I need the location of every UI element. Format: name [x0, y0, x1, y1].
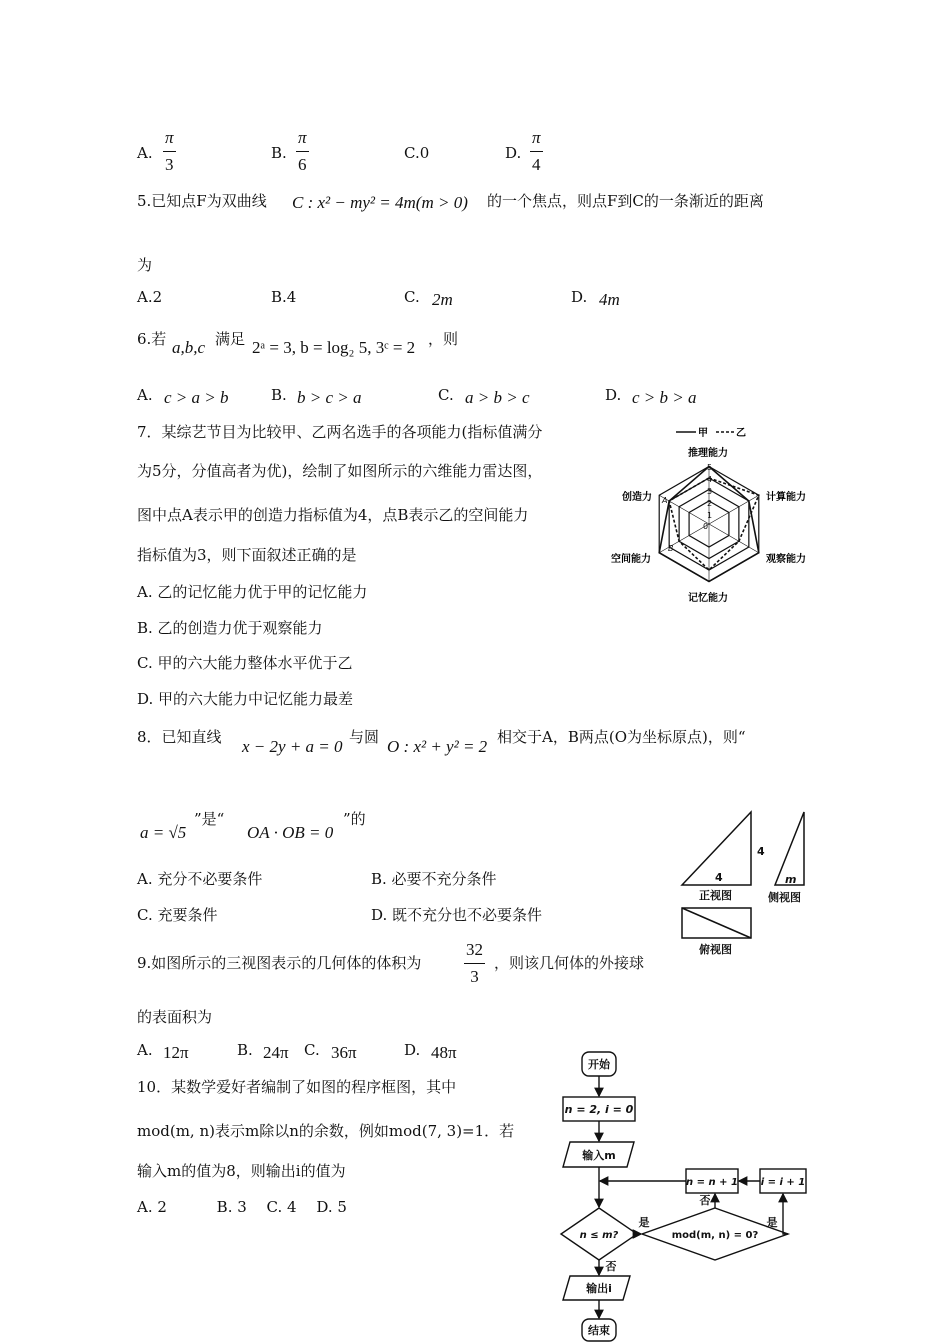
q6-option-b-label: B.	[271, 386, 287, 404]
radar-chart	[600, 420, 820, 610]
q6-formula: 2ᵃ = 3, b = log₂ 5, 3ᶜ = 2	[252, 338, 416, 357]
front-view-label: 正视图	[699, 889, 732, 902]
axis-label-creativity: 创造力	[622, 492, 652, 503]
q5-prefix: 5.已知点F为双曲线	[137, 192, 267, 210]
q4-option-d-fraction: π 4	[532, 128, 541, 174]
q7-option-b: B. 乙的创造力优于观察能力	[137, 619, 323, 637]
q6-vars: a,b,c	[172, 338, 206, 357]
q7-line-4: 指标值为3，则下面叙述正确的是	[137, 546, 357, 564]
q9-option-d-label: D.	[404, 1041, 421, 1059]
front-base-label: 4	[715, 871, 723, 884]
tick-3: 3	[707, 487, 713, 496]
axis-label-calculation: 计算能力	[766, 492, 806, 503]
q6-option-d-value: c > b > a	[632, 388, 697, 407]
q4-option-b-label: B.	[271, 144, 287, 162]
tick-4: 4	[707, 475, 713, 484]
axis-label-observation: 观察能力	[766, 554, 806, 565]
top-view-label: 俯视图	[699, 943, 732, 956]
q6-option-a-value: c > a > b	[164, 388, 229, 407]
side-base-label: m	[785, 873, 797, 886]
q6-mid: 满足	[215, 330, 246, 348]
yes-label-1: 是	[638, 1216, 650, 1229]
q5-option-a: A.2	[137, 288, 163, 306]
q8-condition-2: OA · OB = 0	[247, 823, 334, 842]
q7-line-3: 图中点A表示甲的创造力指标值为4，点B表示乙的空间能力	[137, 506, 529, 524]
q4-option-d-label: D.	[505, 144, 522, 162]
q6-option-c-label: C.	[438, 386, 454, 404]
input-label: 输入m	[582, 1149, 616, 1162]
point-a-label: A	[662, 496, 668, 505]
q6-option-b-value: b > c > a	[297, 388, 362, 407]
q8-option-d: D. 既不充分也不必要条件	[371, 906, 543, 924]
q8-line-equation: x − 2y + a = 0	[242, 737, 343, 756]
q4-option-c: C.0	[404, 144, 430, 162]
q5-option-c-label: C.	[404, 288, 420, 306]
q7-option-a: A. 乙的记忆能力优于甲的记忆能力	[137, 583, 368, 601]
q9-suffix: ，则该几何体的外接球	[494, 954, 645, 972]
inc-i-label: i = i + 1	[760, 1177, 806, 1188]
tick-5: 5	[707, 463, 713, 472]
q8-option-b: B. 必要不充分条件	[371, 870, 497, 888]
q8-option-c: C. 充要条件	[137, 906, 218, 924]
axis-label-spatial: 空间能力	[611, 554, 651, 565]
axis-label-memory: 记忆能力	[688, 593, 728, 604]
arrow-cond2-inc-i	[783, 1194, 788, 1234]
q7-line-2: 为5分，分值高者为优)，绘制了如图所示的六维能力雷达图，	[137, 462, 543, 480]
q4-option-a-fraction: π 3	[165, 128, 174, 174]
q10-options: A. 2 B. 3 C. 4 D. 5	[137, 1198, 347, 1216]
q5-option-c-value: 2m	[432, 290, 453, 309]
q8-circle-equation: O : x² + y² = 2	[387, 737, 488, 756]
q9-volume-fraction: 32 3	[466, 940, 483, 986]
init-label: n = 2, i = 0	[564, 1103, 634, 1116]
q9-prefix: 9.如图所示的三视图表示的几何体的体积为	[137, 954, 422, 972]
q6-option-a-label: A.	[137, 386, 153, 404]
cond1-label: n ≤ m?	[579, 1230, 619, 1241]
q7-line-1: 7．某综艺节目为比较甲、乙两名选手的各项能力(指标值满分	[137, 423, 543, 441]
q6-option-d-label: D.	[605, 386, 622, 404]
grid-spoke-2	[709, 524, 759, 553]
q8-mid: 与圆	[349, 728, 380, 746]
grid-spoke-1	[709, 495, 759, 524]
legend-label-a: 甲	[698, 428, 708, 439]
q5-option-d-value: 4m	[599, 290, 620, 309]
end-label: 结束	[588, 1324, 610, 1337]
grid-spoke-4	[659, 524, 709, 553]
q8-is: ”是“	[194, 810, 225, 828]
q6-option-c-value: a > b > c	[465, 388, 530, 407]
q9-option-d-value: 48π	[431, 1043, 457, 1062]
q9-option-c-value: 36π	[331, 1043, 357, 1062]
q8-de: ”的	[343, 810, 366, 828]
tick-0: 0	[703, 522, 709, 531]
q9-option-a-label: A.	[137, 1041, 153, 1059]
q9-option-a-value: 12π	[163, 1043, 189, 1062]
front-height-label: 4	[757, 845, 765, 858]
q8-prefix: 8．已知直线	[137, 728, 222, 746]
yes-label-2: 是	[766, 1216, 778, 1229]
q7-option-d: D. 甲的六大能力中记忆能力最差	[137, 690, 354, 708]
q7-option-c: C. 甲的六大能力整体水平优于乙	[137, 654, 353, 672]
q4-option-a-label: A.	[137, 144, 153, 162]
q5-line2: 为	[137, 256, 153, 274]
side-view-label: 侧视图	[768, 891, 801, 904]
q9-option-b-label: B.	[237, 1041, 253, 1059]
no-label-1: 否	[605, 1260, 617, 1273]
q10-line-3: 输入m的值为8，则输出i的值为	[137, 1162, 346, 1180]
axis-label-reasoning: 推理能力	[688, 448, 728, 459]
q9-option-b-value: 24π	[263, 1043, 289, 1062]
three-view-figure	[675, 805, 825, 963]
q10-line-2: mod(m, n)表示m除以n的余数，例如mod(7, 3)=1．若	[137, 1122, 515, 1140]
no-label-2: 否	[699, 1194, 711, 1207]
inc-n-label: n = n + 1	[686, 1177, 738, 1188]
flowchart	[555, 1045, 815, 1344]
q8-condition-1: a = √5	[140, 823, 187, 842]
q9-line2: 的表面积为	[137, 1008, 213, 1026]
q6-prefix: 6.若	[137, 330, 167, 348]
tick-1: 1	[707, 511, 713, 520]
point-b-label: B	[668, 544, 674, 553]
top-view-diagonal	[682, 908, 751, 938]
q8-suffix: 相交于A，B两点(O为坐标原点)，则“	[497, 728, 746, 746]
q5-option-d-label: D.	[571, 288, 588, 306]
q8-option-a: A. 充分不必要条件	[137, 870, 263, 888]
legend-label-b: 乙	[736, 428, 746, 439]
start-label: 开始	[588, 1058, 610, 1071]
q5-suffix: 的一个焦点，则点F到C的一条渐近的距离	[487, 192, 764, 210]
q4-option-b-fraction: π 6	[298, 128, 307, 174]
cond2-label: mod(m, n) = 0?	[671, 1230, 759, 1241]
q5-formula: C : x² − my² = 4m(m > 0)	[292, 193, 468, 212]
tick-2: 2	[707, 499, 713, 508]
output-label: 输出i	[586, 1282, 612, 1295]
q9-option-c-label: C.	[304, 1041, 320, 1059]
q6-suffix: ，则	[428, 330, 459, 348]
q10-line-1: 10．某数学爱好者编制了如图的程序框图，其中	[137, 1078, 457, 1096]
q5-option-b: B.4	[271, 288, 297, 306]
